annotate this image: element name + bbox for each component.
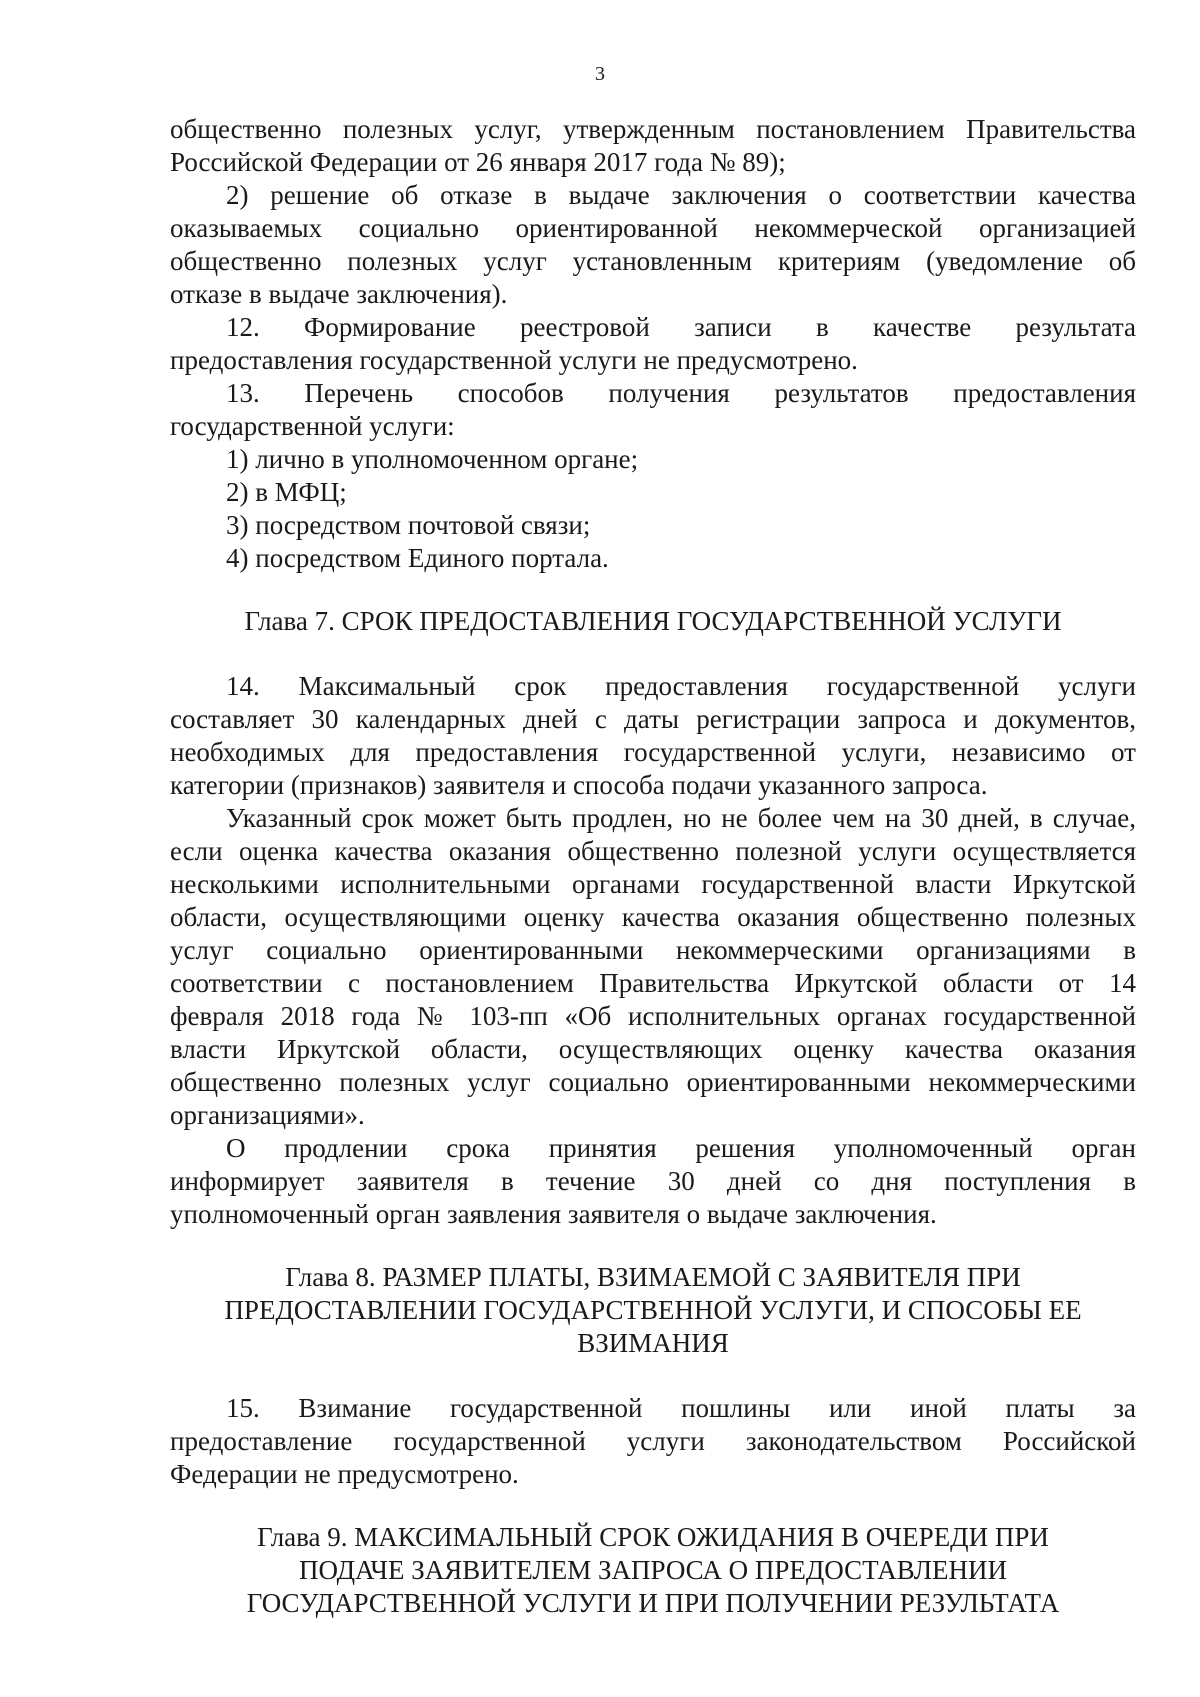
paragraph-line: общественно полезных услуг, утвержденным постановлением Правительства xyxy=(170,114,1136,144)
document-body xyxy=(170,113,1136,1620)
paragraph-line: области, осуществляющими оценку качества оказания общественно полезных xyxy=(170,902,1136,932)
paragraph-line: отказе в выдаче заключения). xyxy=(170,279,508,309)
list-item: 1) лично в уполномоченном органе; xyxy=(226,444,639,474)
heading-line: Глава 8. РАЗМЕР ПЛАТЫ, ВЗИМАЕМОЙ С ЗАЯВИТЕЛЯ ПРИ xyxy=(285,1262,1021,1292)
paragraph-line: 12. Формирование реестровой записи в качестве результата xyxy=(226,312,1136,342)
paragraph-line: необходимых для предоставления государственной услуги, независимо от xyxy=(170,737,1136,767)
paragraph-line: предоставление государственной услуги законодательством Российской xyxy=(170,1426,1136,1456)
paragraph-line: организациями». xyxy=(170,1100,365,1130)
heading-line: Глава 9. МАКСИМАЛЬНЫЙ СРОК ОЖИДАНИЯ В ОЧЕРЕДИ ПРИ xyxy=(257,1522,1049,1552)
chapter-7-heading: Глава 7. СРОК ПРЕДОСТАВЛЕНИЯ ГОСУДАРСТВЕННОЙ УСЛУГИ xyxy=(244,606,1062,636)
paragraph-line: услуг социально ориентированными некоммерческими организациями в xyxy=(170,935,1136,965)
paragraph-line: Российской Федерации от 26 января 2017 года № 89); xyxy=(170,147,786,177)
chapter-9-heading xyxy=(170,1521,1136,1620)
list-item: 2) в МФЦ; xyxy=(226,477,347,507)
paragraph-line: февраля 2018 года № 103-пп «Об исполнительных органах государственной xyxy=(170,1001,1136,1031)
paragraph-line: оказываемых социально ориентированной некоммерческой организацией xyxy=(170,213,1136,243)
heading-line: ПРЕДОСТАВЛЕНИИ ГОСУДАРСТВЕННОЙ УСЛУГИ, И СПОСОБЫ ЕЕ xyxy=(224,1295,1082,1325)
heading-line: ГОСУДАРСТВЕННОЙ УСЛУГИ И ПРИ ПОЛУЧЕНИИ РЕЗУЛЬТАТА xyxy=(246,1588,1060,1618)
paragraph-line: категории (признаков) заявителя и способа подачи указанного запроса. xyxy=(170,770,988,800)
paragraph-line: несколькими исполнительными органами государственной власти Иркутской xyxy=(170,869,1136,899)
paragraph-line: предоставления государственной услуги не предусмотрено. xyxy=(170,345,858,375)
paragraph-line: О продлении срока принятия решения уполномоченный орган xyxy=(226,1133,1136,1163)
paragraph-line: 2) решение об отказе в выдаче заключения о соответствии качества xyxy=(226,180,1136,210)
paragraph-line: Указанный срок может быть продлен, но не более чем на 30 дней, в случае, xyxy=(226,803,1136,833)
chapter-8-heading xyxy=(170,1261,1136,1360)
list-item: 3) посредством почтовой связи; xyxy=(226,510,591,540)
list-item: 4) посредством Единого портала. xyxy=(226,543,609,573)
paragraph-line: соответствии с постановлением Правительства Иркутской области от 14 xyxy=(170,968,1136,998)
paragraph-line: 15. Взимание государственной пошлины или иной платы за xyxy=(226,1393,1136,1423)
paragraph-line: информирует заявителя в течение 30 дней со дня поступления в xyxy=(170,1166,1136,1196)
paragraph-line: Федерации не предусмотрено. xyxy=(170,1459,519,1489)
paragraph-line: общественно полезных услуг социально ориентированными некоммерческими xyxy=(170,1067,1136,1097)
paragraph-line: государственной услуги: xyxy=(170,411,455,441)
page-number: 3 xyxy=(595,63,605,85)
paragraph-line: составляет 30 календарных дней с даты регистрации запроса и документов, xyxy=(170,704,1136,734)
paragraph-line: уполномоченный орган заявления заявителя о выдаче заключения. xyxy=(170,1199,937,1229)
heading-line: ВЗИМАНИЯ xyxy=(577,1328,729,1358)
paragraph-line: власти Иркутской области, осуществляющих оценку качества оказания xyxy=(170,1034,1136,1064)
heading-line: ПОДАЧЕ ЗАЯВИТЕЛЕМ ЗАПРОСА О ПРЕДОСТАВЛЕНИИ xyxy=(298,1555,1008,1585)
paragraph-line: 14. Максимальный срок предоставления государственной услуги xyxy=(226,671,1136,701)
paragraph-line: если оценка качества оказания общественно полезной услуги осуществляется xyxy=(170,836,1136,866)
paragraph-line: 13. Перечень способов получения результатов предоставления xyxy=(226,378,1136,408)
paragraph-line: общественно полезных услуг установленным критериям (уведомление об xyxy=(170,246,1136,276)
